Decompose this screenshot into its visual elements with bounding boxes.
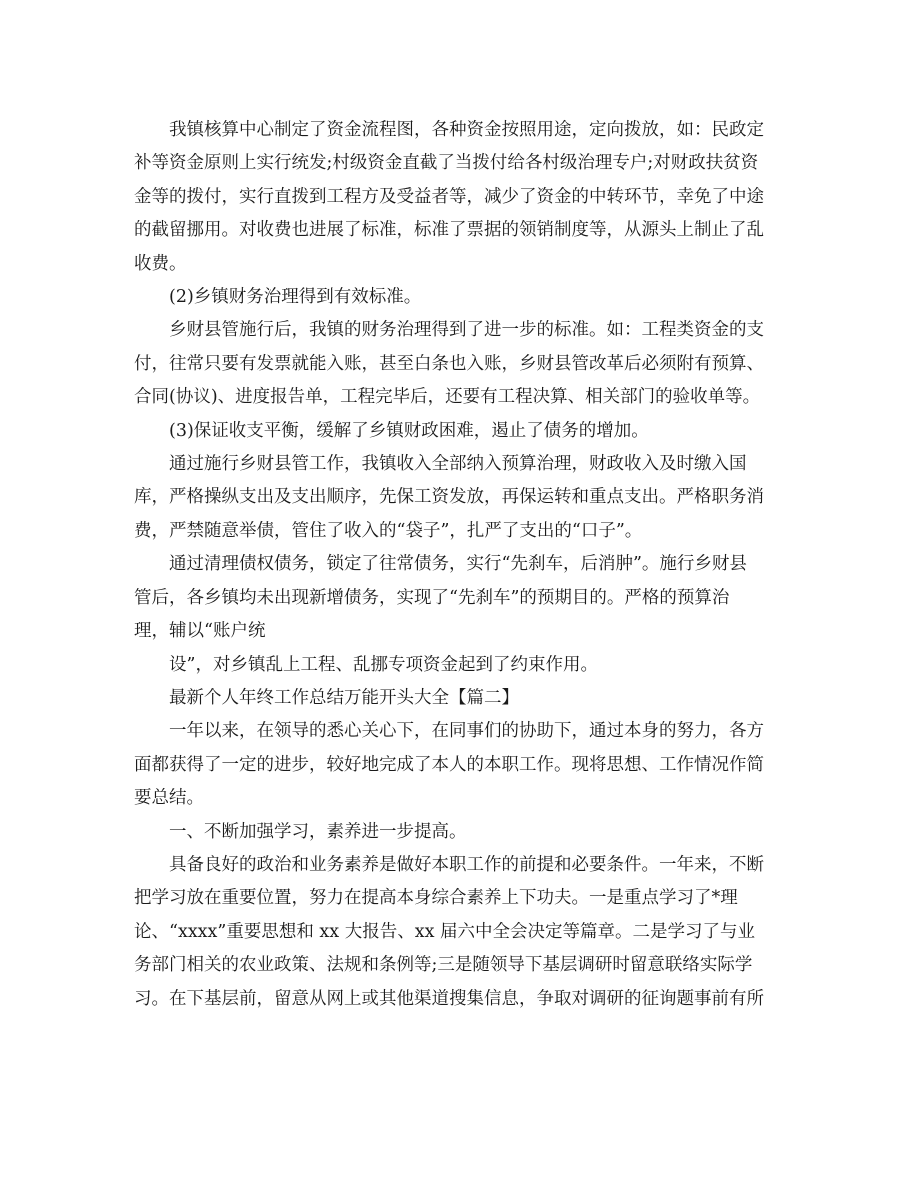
text-line: 一年以来，在领导的悉心关心下，在同事们的协助下，通过本身的努力，各方 (169, 721, 764, 742)
document-body (134, 114, 788, 1016)
text-line: 一、不断加强学习，素养进一步提高。 (169, 821, 467, 842)
text-line: 付，往常只要有发票就能入账，甚至白条也入账，乡财县管改革后必须附有预算、 (134, 353, 764, 374)
text-line: 最新个人年终工作总结万能开头大全【篇二】 (169, 687, 519, 708)
text-line: 具备良好的政治和业务素养是做好本职工作的前提和必要条件。一年来，不断 (169, 854, 764, 875)
text-line: 的截留挪用。对收费也进展了标准，标准了票据的领销制度等，从源头上制止了乱 (134, 220, 764, 241)
text-line: 通过清理债权债务，锁定了往常债务，实行“先刹车，后消肿”。施行乡财县 (169, 554, 747, 575)
text-line: 要总结。 (134, 788, 204, 809)
text-line: 我镇核算中心制定了资金流程图，各种资金按照用途，定向拨放，如：民政定 (169, 120, 764, 140)
text-line: 面都获得了一定的进步，较好地完成了本人的本职工作。现将思想、工作情况作简 (134, 754, 764, 775)
text-line: 理，辅以“账户统 (134, 621, 266, 642)
text-line: 收费。 (134, 253, 187, 274)
text-line: 合同(协议)、进度报告单，工程完毕后，还要有工程决算、相关部门的验收单等。 (134, 387, 761, 408)
text-line: 通过施行乡财县管工作，我镇收入全部纳入预算治理，财政收入及时缴入国 (169, 454, 747, 475)
text-line: (3)保证收支平衡，缓解了乡镇财政困难，遏止了债务的增加。 (169, 420, 649, 441)
text-line: 管后，各乡镇均未出现新增债务，实现了“先刹车”的预期目的。严格的预算治 (134, 587, 730, 608)
text-line: 补等资金原则上实行统发;村级资金直截了当拨付给各村级治理专户;对财政扶贫资 (134, 153, 759, 174)
text-line: 务部门相关的农业政策、法规和条例等;三是随领导下基层调研时留意联络实际学 (134, 955, 753, 976)
text-line: 把学习放在重要位置，努力在提高本身综合素养上下功夫。一是重点学习了*理 (134, 888, 738, 909)
text-line: 库，严格操纵支出及支出顺序，先保工资发放，再保运转和重点支出。严格职务消 (134, 487, 764, 508)
text-line: (2)乡镇财务治理得到有效标准。 (169, 287, 422, 308)
text-line: 设”，对乡镇乱上工程、乱挪专项资金起到了约束作用。 (169, 654, 598, 675)
text-line: 习。在下基层前，留意从网上或其他渠道搜集信息，争取对调研的征询题事前有所 (134, 988, 764, 1009)
text-line: 费，严禁随意举债，管住了收入的“袋子”，扎严了支出的“口子”。 (134, 520, 643, 541)
text-line: 金等的拨付，实行直拨到工程方及受益者等，减少了资金的中转环节，幸免了中途 (134, 186, 764, 207)
text-line: 乡财县管施行后，我镇的财务治理得到了进一步的标准。如：工程类资金的支 (169, 320, 764, 341)
text-line: 论、“xxxx”重要思想和 xx 大报告、xx 届六中全会决定等篇章。二是学习了与业 (134, 921, 756, 942)
